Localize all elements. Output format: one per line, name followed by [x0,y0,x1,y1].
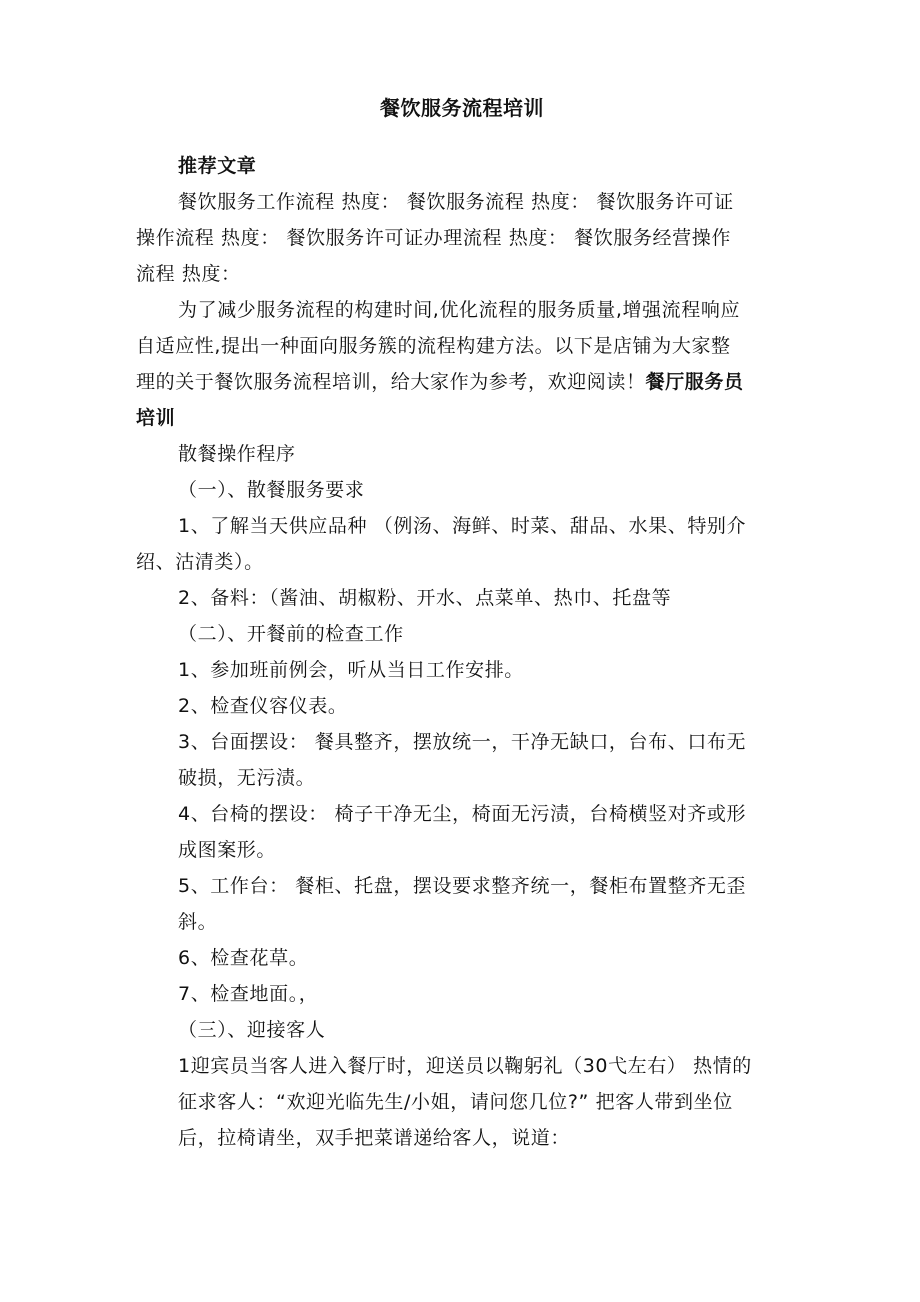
document-title: 餐饮服务流程培训 [380,96,544,120]
section-2-item-1: 1、参加班前例会，听从当日工作安排。 [178,659,524,681]
section-program-title: 散餐操作程序 [178,443,296,465]
intro-line-3 [136,369,744,395]
recommended-line-3: 流程 热度： [136,263,241,285]
intro-line-3-text: 理的关于餐饮服务流程培训，给大家作为参考，欢迎阅读！ [136,371,646,393]
section-3-item-1-line-2: 征求客人：“欢迎光临先生/小姐，请问您几位?” 把客人带到坐位 [178,1091,733,1113]
section-3-heading: （三）、迎接客人 [178,1019,326,1041]
section-1-heading: （一）、散餐服务要求 [178,479,365,501]
section-3-item-1-line-1: 1迎宾员当客人进入餐厅时，迎送员以鞠躬礼（30弋左右） 热情的 [178,1055,752,1077]
intro-line-4: 培训 [136,407,176,429]
section-2-item-5-line-1: 5、工作台： 餐柜、托盘，摆设要求整齐统一，餐柜布置整齐无歪 [178,875,747,897]
section-2-item-2: 2、检查仪容仪表。 [178,695,348,717]
intro-line-3-bold: 餐厅服务员 [645,371,744,393]
section-2-item-7: 7、检查地面。， [178,983,319,1005]
section-2-heading: （二）、开餐前的检查工作 [178,623,404,645]
recommended-line-1: 餐饮服务工作流程 热度： 餐饮服务流程 热度： 餐饮服务许可证 [178,191,734,213]
section-3-item-1-line-3: 后，拉椅请坐，双手把菜谱递给客人，说道： [178,1127,571,1149]
section-1-item-1-line-2: 绍、沽清类）。 [136,551,264,573]
section-2-item-3-line-2: 破损，无污渍。 [178,767,316,789]
section-2-item-4-line-2: 成图案形。 [178,839,277,861]
section-2-item-3-line-1: 3、台面摆设： 餐具整齐，摆放统一，干净无缺口，台布、口布无 [178,731,747,753]
recommended-line-2: 操作流程 热度： 餐饮服务许可证办理流程 热度： 餐饮服务经营操作 [136,227,731,249]
intro-line-1: 为了减少服务流程的构建时间,优化流程的服务质量,增强流程响应 [178,299,741,321]
section-2-item-5-line-2: 斜。 [178,911,218,933]
intro-line-2: 自适应性,提出一种面向服务簇的流程构建方法。以下是店铺为大家整 [136,335,731,357]
section-2-item-4-line-1: 4、台椅的摆设： 椅子干净无尘，椅面无污渍，台椅横竖对齐或形 [178,803,747,825]
section-1-item-2: 2、备料：（酱油、胡椒粉、开水、点菜单、热巾、托盘等 [178,587,672,609]
section-1-item-1-line-1: 1、了解当天供应品种 （例汤、海鲜、时菜、甜品、水果、特别介 [178,515,747,537]
section-2-item-6: 6、检查花草。 [178,947,309,969]
recommended-heading: 推荐文章 [178,155,257,177]
